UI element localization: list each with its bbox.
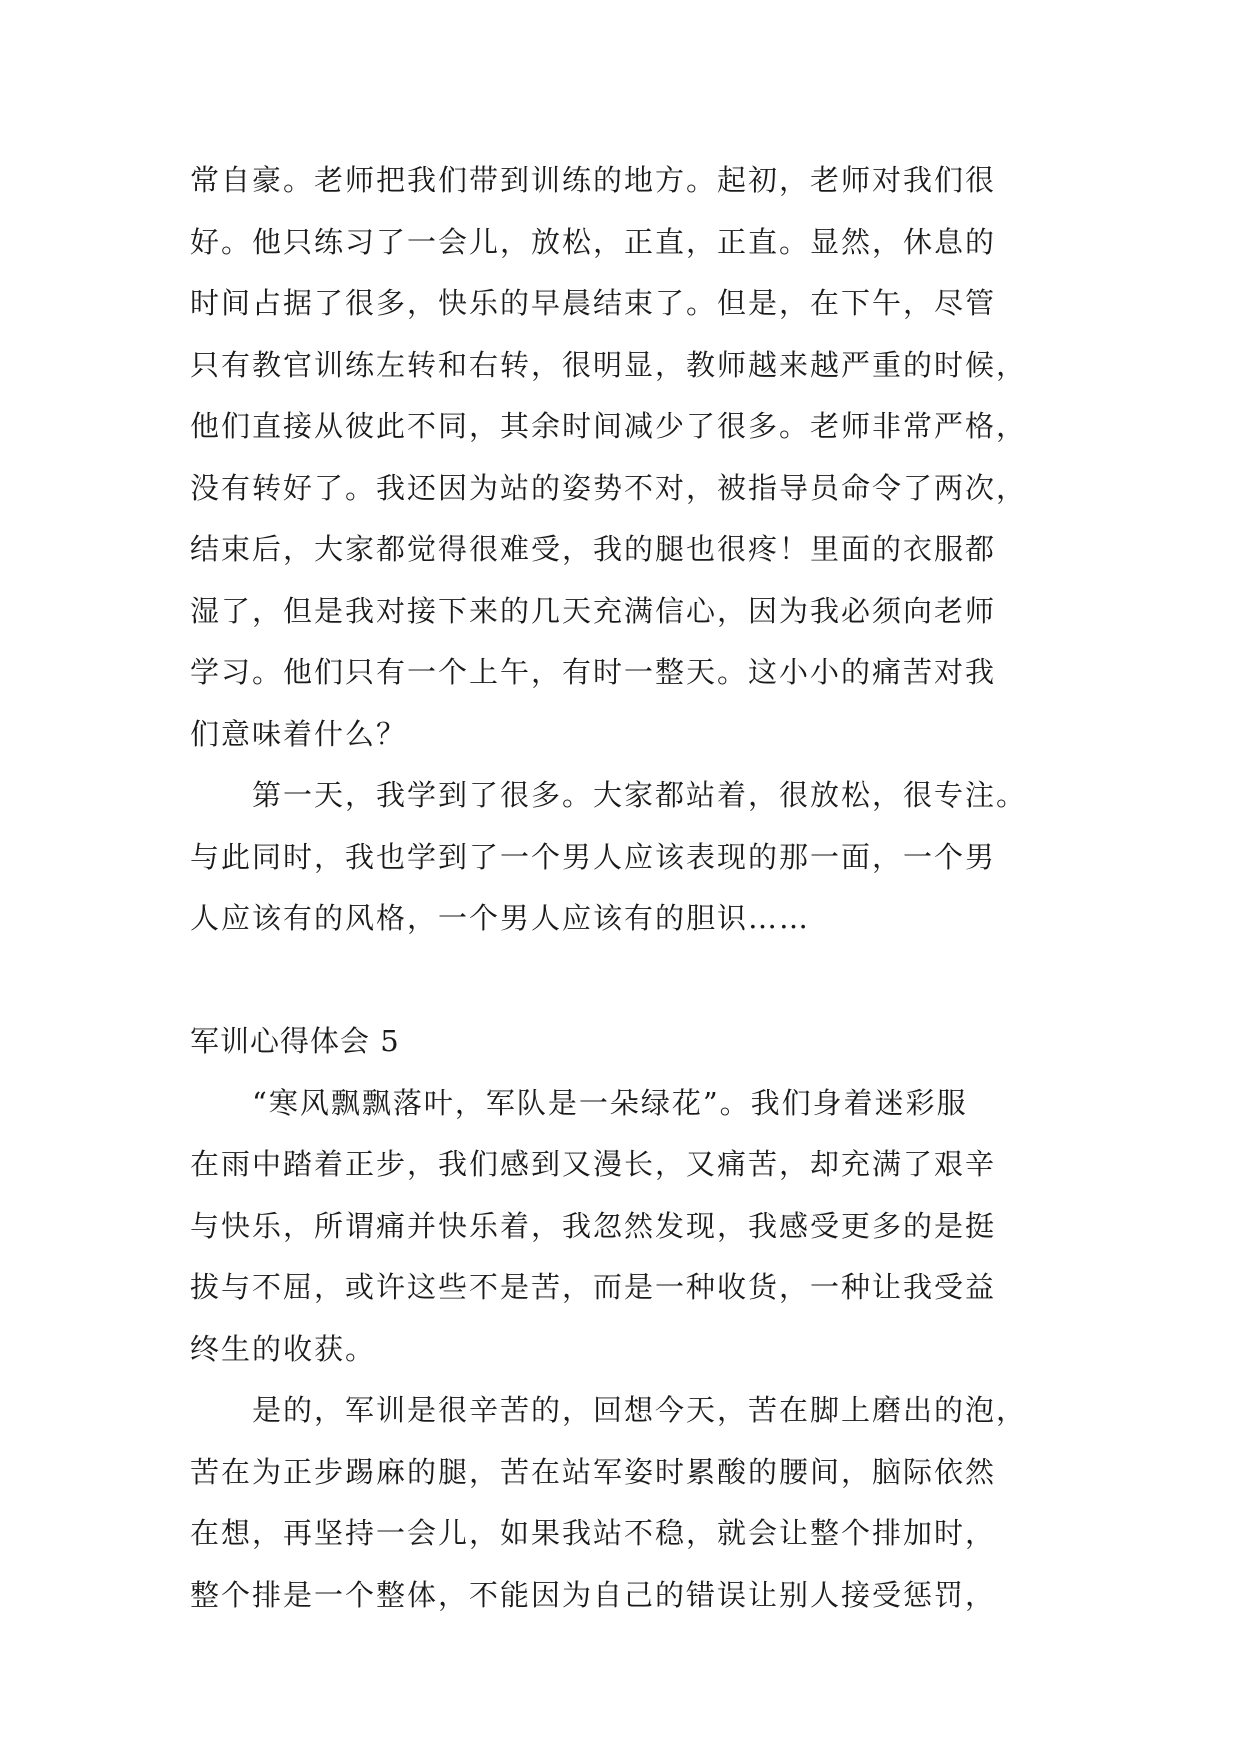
paragraph xyxy=(190,1380,1050,1626)
text-line: 苦在为正步踢麻的腿，苦在站军姿时累酸的腰间，脑际依然 xyxy=(190,1454,997,1489)
document-page xyxy=(190,150,1050,1626)
text-line: 结束后，大家都觉得很难受，我的腿也很疼！里面的衣服都 xyxy=(190,532,997,566)
section-heading: 军训心得体会 5 xyxy=(190,1024,400,1058)
text-line: 在想，再坚持一会儿，如果我站不稳，就会让整个排加时， xyxy=(190,1516,997,1550)
text-line: 好。他只练习了一会儿，放松，正直，正直。显然，休息的 xyxy=(190,224,997,259)
text-line: 他们直接从彼此不同，其余时间减少了很多。老师非常严格， xyxy=(190,409,1028,443)
text-line: “寒风飘飘落叶，军队是一朵绿花”。我们身着迷彩服 xyxy=(252,1085,968,1120)
text-line: 与快乐，所谓痛并快乐着，我忽然发现，我感受更多的是挺 xyxy=(190,1208,997,1243)
text-line: 湿了，但是我对接下来的几天充满信心，因为我必须向老师 xyxy=(190,593,997,628)
text-line: 拔与不屈，或许这些不是苦，而是一种收货，一种让我受益 xyxy=(190,1270,997,1304)
text-line: 人应该有的风格，一个男人应该有的胆识…… xyxy=(190,901,811,935)
text-line: 第一天，我学到了很多。大家都站着，很放松，很专注。 xyxy=(252,778,1028,812)
text-line: 学习。他们只有一个上午，有时一整天。这小小的痛苦对我 xyxy=(190,655,997,689)
text-line: 常自豪。老师把我们带到训练的地方。起初，老师对我们很 xyxy=(190,163,997,197)
text-line: 是的，军训是很辛苦的，回想今天，苦在脚上磨出的泡， xyxy=(252,1393,1028,1427)
text-line: 们意味着什么？ xyxy=(190,716,408,751)
text-line: 终生的收获。 xyxy=(190,1331,377,1366)
paragraph xyxy=(190,150,1050,765)
paragraph-spacer xyxy=(190,950,1050,1012)
paragraph xyxy=(190,1073,1050,1381)
paragraph xyxy=(190,765,1050,950)
text-line: 只有教官训练左转和右转，很明显，教师越来越严重的时候， xyxy=(190,347,1028,382)
text-line: 时间占据了很多，快乐的早晨结束了。但是，在下午，尽管 xyxy=(190,286,997,320)
text-line: 整个排是一个整体，不能因为自己的错误让别人接受惩罚， xyxy=(190,1577,997,1612)
text-line: 没有转好了。我还因为站的姿势不对，被指导员命令了两次， xyxy=(190,470,1028,505)
text-line: 与此同时，我也学到了一个男人应该表现的那一面，一个男 xyxy=(190,839,997,874)
text-line: 在雨中踏着正步，我们感到又漫长，又痛苦，却充满了艰辛 xyxy=(190,1147,997,1181)
